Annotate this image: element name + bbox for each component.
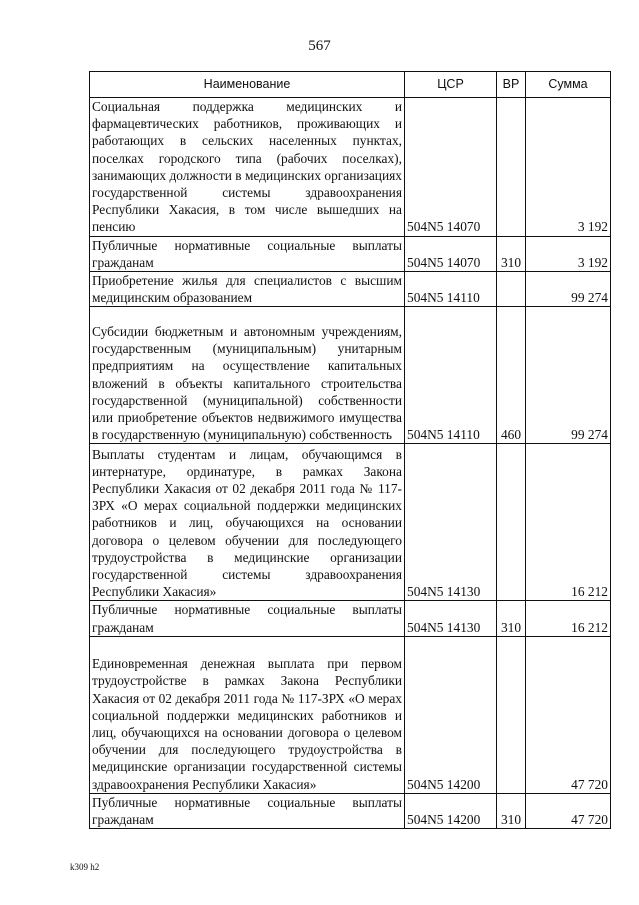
header-vr: ВР [497,72,526,98]
row-vr [497,98,526,237]
row-csr: 504N5 14200 [405,636,497,793]
row-vr [497,636,526,793]
table-row [90,98,611,237]
row-vr: 310 [497,236,526,271]
header-csr: ЦСР [405,72,497,98]
row-name: Социальная поддержка медицинских и фармацевтических работников, проживающих и работающих в сельских населенных пунктах, поселках городского типа (рабочих поселках), занимающих должности в медицинских организациях государственной системы здравоохранения Республики Хакасия, в том числе вышедших на пенсию [90,98,405,237]
table-row [90,272,611,307]
row-sum: 99 274 [526,307,611,444]
row-csr: 504N5 14070 [405,98,497,237]
row-name: Публичные нормативные социальные выплаты гражданам [90,601,405,636]
table-row [90,236,611,271]
row-csr: 504N5 14070 [405,236,497,271]
row-sum: 47 720 [526,636,611,793]
row-csr: 504N5 14110 [405,307,497,444]
page-number: 567 [308,38,331,54]
table-row [90,636,611,793]
row-csr: 504N5 14110 [405,272,497,307]
row-name: Публичные нормативные социальные выплаты гражданам [90,236,405,271]
table-row [90,601,611,636]
row-vr: 310 [497,793,526,828]
row-vr [497,444,526,601]
row-name: Приобретение жилья для специалистов с высшим медицинским образованием [90,272,405,307]
row-csr: 504N5 14130 [405,601,497,636]
row-csr: 504N5 14130 [405,444,497,601]
row-vr: 310 [497,601,526,636]
row-name: Субсидии бюджетным и автономным учреждениям, государственным (муниципальным) унитарным предприятиям на осуществление капитальных вложений в объекты капитального строительства государственной (муниципальной) собственности или приобретение объектов недвижимого имущества в государственную (муниципальную) собственность [90,307,405,444]
row-csr: 504N5 14200 [405,793,497,828]
row-sum: 16 212 [526,444,611,601]
row-sum: 99 274 [526,272,611,307]
row-name: Единовременная денежная выплата при первом трудоустройстве в рамках Закона Республики Хакасия от 02 декабря 2011 года № 117-ЗРХ «О мерах социальной поддержки медицинских работников и лиц, обучающихся на основании договора о целевом обучении для последующего трудоустройства в медицинские организации государственной системы здравоохранения Республики Хакасия» [90,636,405,793]
row-name: Публичные нормативные социальные выплаты гражданам [90,793,405,828]
header-sum: Сумма [526,72,611,98]
row-vr: 460 [497,307,526,444]
table-row [90,793,611,828]
footer-code: k309 h2 [70,862,100,872]
table-row [90,444,611,601]
row-name: Выплаты студентам и лицам, обучающимся в интернатуре, ординатуре, в рамках Закона Республики Хакасия от 02 декабря 2011 года № 117-ЗРХ «О мерах социальной поддержки медицинских работников и лиц, обучающихся на основании договора о целевом обучении для последующего трудоустройства в медицинские организации государственной системы здравоохранения Республики Хакасия» [90,444,405,601]
row-sum: 16 212 [526,601,611,636]
table-header-row [90,72,611,98]
row-sum: 3 192 [526,236,611,271]
budget-table [89,71,611,829]
row-sum: 3 192 [526,98,611,237]
header-name: Наименование [90,72,405,98]
row-vr [497,272,526,307]
row-sum: 47 720 [526,793,611,828]
table-row [90,307,611,444]
